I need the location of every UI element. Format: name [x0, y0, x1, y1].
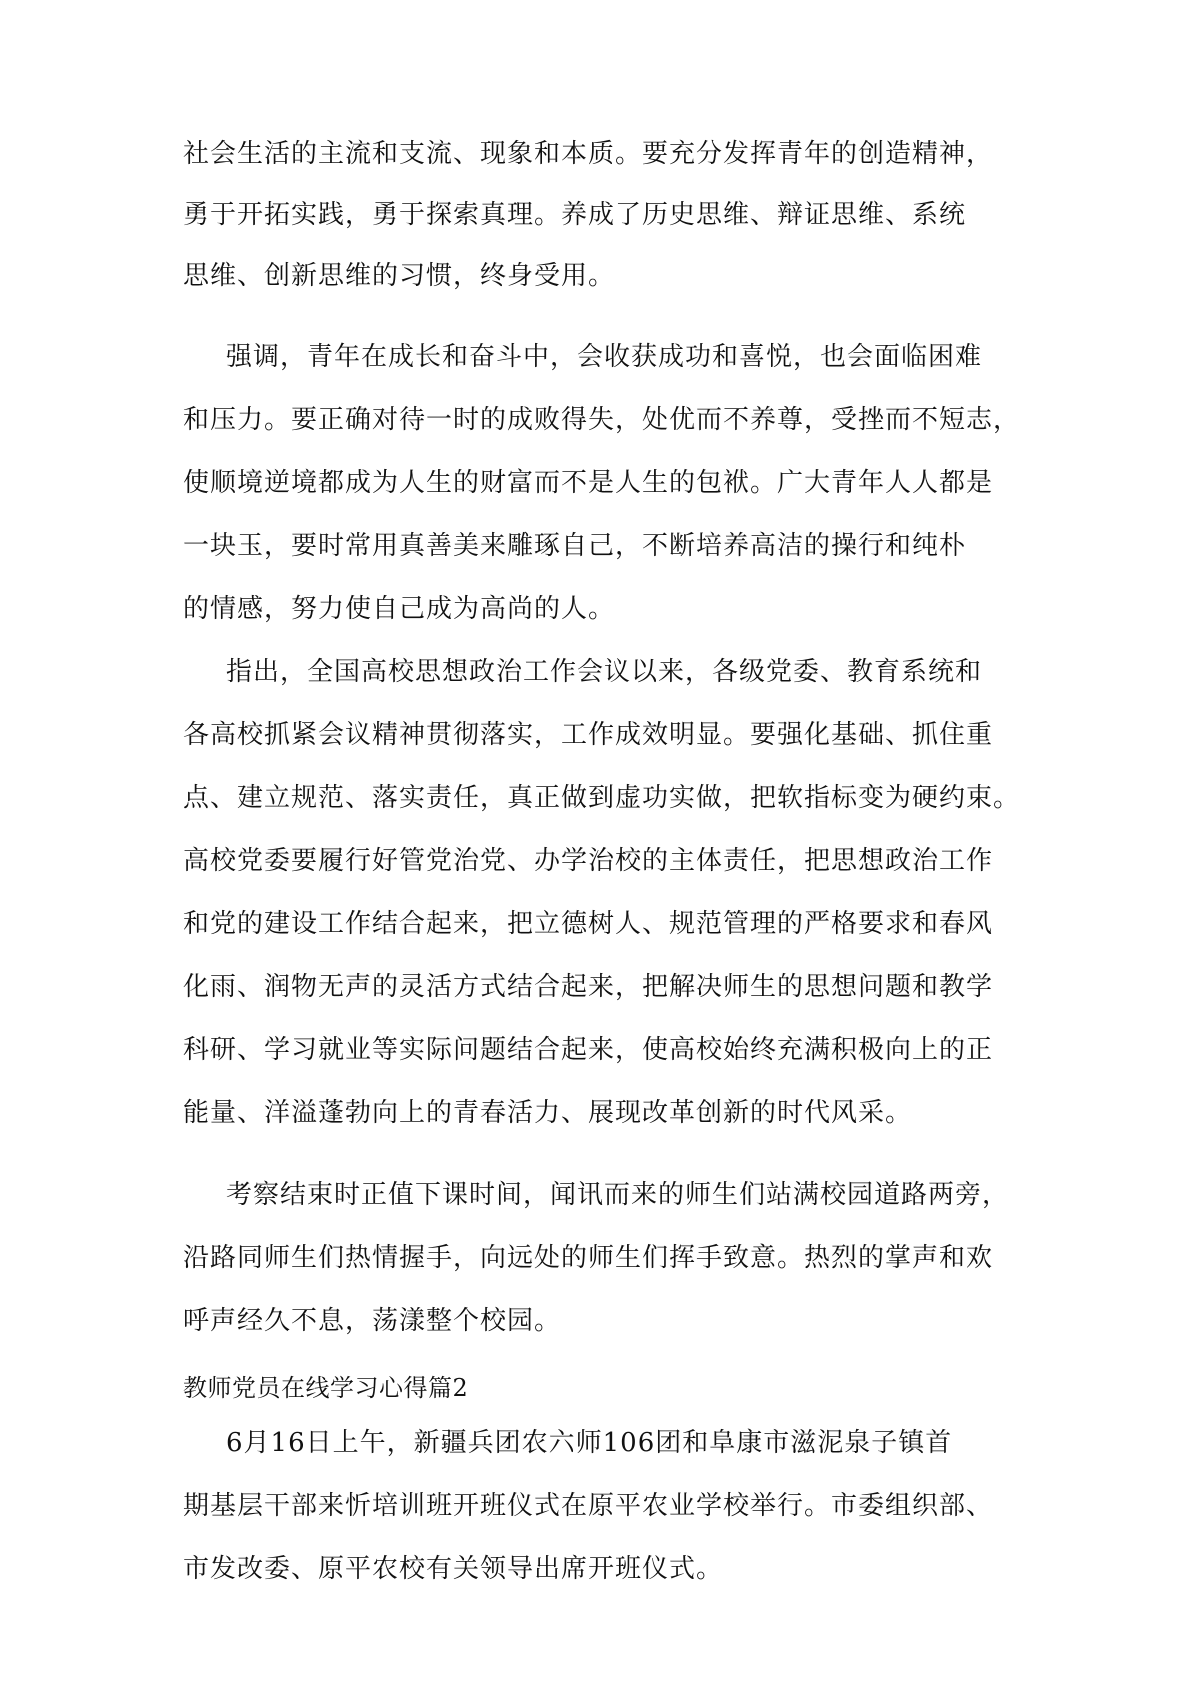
paragraph-3-line-7: 科研、学习就业等实际问题结合起来，使高校始终充满积极向上的正: [183, 1035, 994, 1065]
paragraph-5-line-1: 6月16日上午，新疆兵团农六师106团和阜康市滋泥泉子镇首: [226, 1428, 953, 1458]
paragraph-1-line-1: 社会生活的主流和支流、现象和本质。要充分发挥青年的创造精神，: [183, 139, 994, 169]
paragraph-4-line-2: 沿路同师生们热情握手，向远处的师生们挥手致意。热烈的掌声和欢: [183, 1243, 994, 1273]
paragraph-2-line-3: 使顺境逆境都成为人生的财富而不是人生的包袱。广大青年人人都是: [183, 468, 994, 498]
paragraph-4-line-1: 考察结束时正值下课时间，闻讯而来的师生们站满校园道路两旁，: [226, 1180, 1010, 1210]
paragraph-3-line-6: 化雨、润物无声的灵活方式结合起来，把解决师生的思想问题和教学: [183, 972, 994, 1002]
paragraph-3-line-2: 各高校抓紧会议精神贯彻落实，工作成效明显。要强化基础、抓住重: [183, 720, 994, 750]
section-heading: 教师党员在线学习心得篇2: [183, 1374, 469, 1402]
paragraph-2-line-1: 强调，青年在成长和奋斗中，会收获成功和喜悦，也会面临困难: [226, 342, 983, 372]
paragraph-1-line-2: 勇于开拓实践，勇于探索真理。养成了历史思维、辩证思维、系统: [183, 200, 967, 230]
paragraph-2-line-5: 的情感，努力使自己成为高尚的人。: [183, 594, 616, 624]
paragraph-1-line-3: 思维、创新思维的习惯，终身受用。: [183, 261, 616, 291]
paragraph-2-line-2: 和压力。要正确对待一时的成败得失，处优而不养尊，受挫而不短志，: [183, 405, 1021, 435]
paragraph-3-line-4: 高校党委要履行好管党治党、办学治校的主体责任，把思想政治工作: [183, 846, 994, 876]
paragraph-3-line-5: 和党的建设工作结合起来，把立德树人、规范管理的严格要求和春风: [183, 909, 994, 939]
paragraph-3-line-3: 点、建立规范、落实责任，真正做到虚功实做，把软指标变为硬约束。: [183, 783, 1021, 813]
paragraph-3-line-8: 能量、洋溢蓬勃向上的青春活力、展现改革创新的时代风采。: [183, 1098, 913, 1128]
paragraph-3-line-1: 指出，全国高校思想政治工作会议以来，各级党委、教育系统和: [226, 657, 983, 687]
paragraph-4-line-3: 呼声经久不息，荡漾整个校园。: [183, 1306, 562, 1336]
paragraph-2-line-4: 一块玉，要时常用真善美来雕琢自己，不断培养高洁的操行和纯朴: [183, 531, 967, 561]
paragraph-5-line-2: 期基层干部来忻培训班开班仪式在原平农业学校举行。市委组织部、: [183, 1491, 994, 1521]
paragraph-5-line-3: 市发改委、原平农校有关领导出席开班仪式。: [183, 1554, 724, 1584]
